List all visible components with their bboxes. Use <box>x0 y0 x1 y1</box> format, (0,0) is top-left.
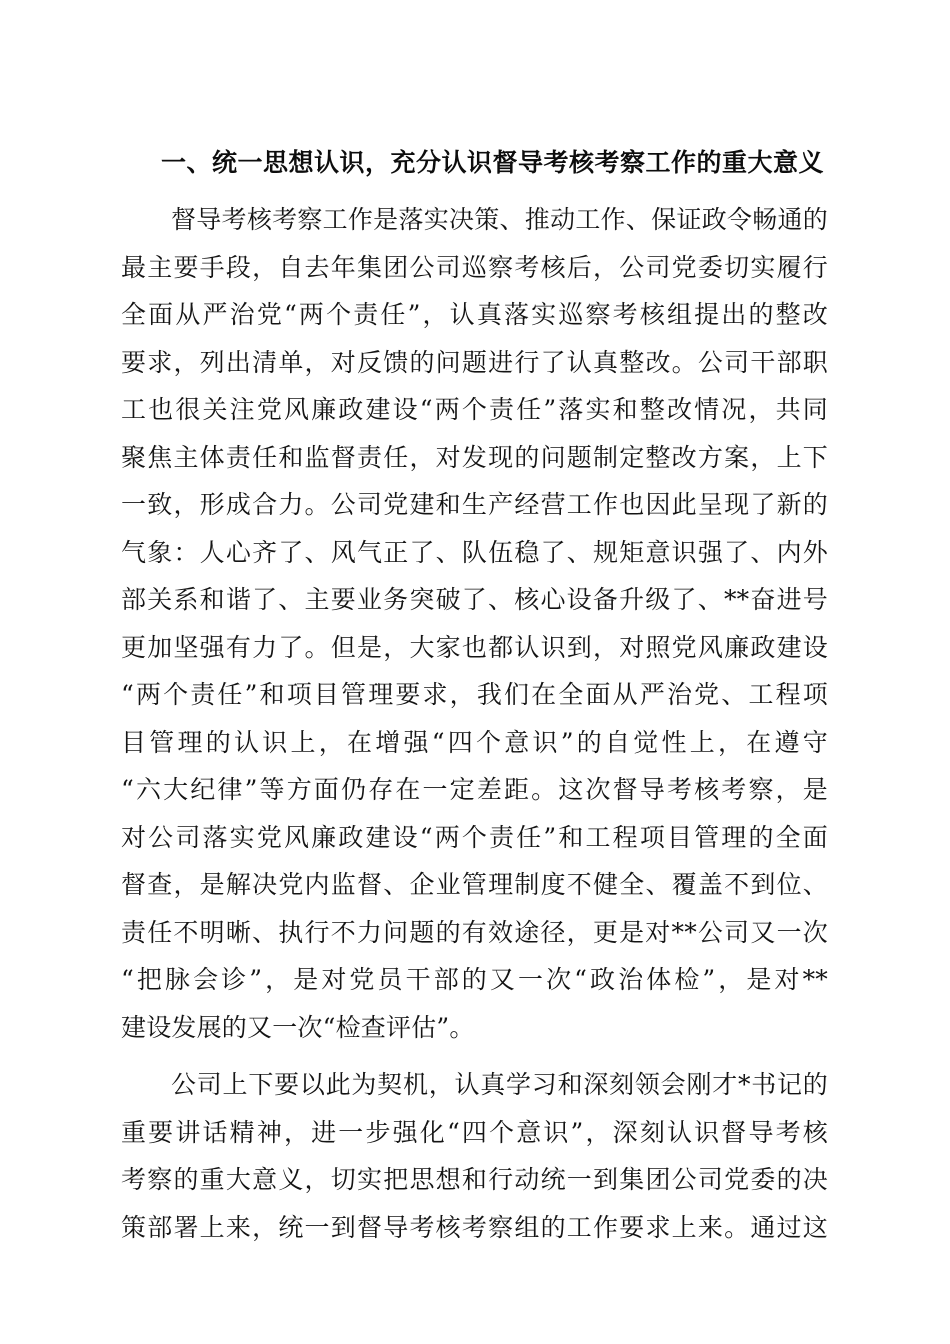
text-line: 对公司落实党风廉政建设“两个责任”和工程项目管理的全面 <box>121 822 828 852</box>
text-line: 考察的重大意义，切实把思想和行动统一到集团公司党委的决 <box>121 1165 828 1194</box>
text-line: 气象：人心齐了、风气正了、队伍稳了、规矩意识强了、内外 <box>121 537 828 567</box>
text-line: “两个责任”和项目管理要求，我们在全面从严治党、工程项 <box>121 680 828 709</box>
text-line: 建设发展的又一次“检查评估”。 <box>121 1012 475 1042</box>
document-body <box>121 140 828 1251</box>
text-line: 督导考核考察工作是落实决策、推动工作、保证政令畅通的 <box>171 205 828 234</box>
text-line: 公司上下要以此为契机，认真学习和深刻领会刚才*书记的 <box>171 1070 828 1099</box>
text-line: 责任不明晰、执行不力问题的有效途径，更是对**公司又一次 <box>121 917 828 947</box>
text-line: 聚焦主体责任和监督责任，对发现的问题制定整改方案，上下 <box>121 442 828 472</box>
text-line: “六大纪律”等方面仍存在一定差距。这次督导考核考察，是 <box>121 775 828 804</box>
text-line: 策部署上来，统一到督导考核考察组的工作要求上来。通过这 <box>121 1212 828 1242</box>
text-line: 一致，形成合力。公司党建和生产经营工作也因此呈现了新的 <box>121 490 828 519</box>
text-line: 督查，是解决党内监督、企业管理制度不健全、覆盖不到位、 <box>121 870 828 899</box>
section-heading: 一、统一思想认识，充分认识督导考核考察工作的重大意义 <box>161 148 825 177</box>
text-line: 更加坚强有力了。但是，大家也都认识到，对照党风廉政建设 <box>121 632 828 662</box>
text-line: 目管理的认识上，在增强“四个意识”的自觉性上，在遵守 <box>121 727 828 757</box>
paragraph-2 <box>121 1061 828 1251</box>
text-line: 重要讲话精神，进一步强化“四个意识”，深刻认识督导考核 <box>121 1117 828 1147</box>
text-line: 部关系和谐了、主要业务突破了、核心设备升级了、**奋进号 <box>121 585 828 614</box>
text-line: 最主要手段，自去年集团公司巡察考核后，公司党委切实履行 <box>121 252 828 282</box>
text-line: 全面从严治党“两个责任”，认真落实巡察考核组提出的整改 <box>121 300 828 329</box>
text-line: “把脉会诊”，是对党员干部的又一次“政治体检”，是对** <box>121 965 828 994</box>
text-line: 工也很关注党风廉政建设“两个责任”落实和整改情况，共同 <box>121 395 828 424</box>
text-line: 要求，列出清单，对反馈的问题进行了认真整改。公司干部职 <box>121 347 828 377</box>
paragraph-1 <box>121 196 828 1051</box>
